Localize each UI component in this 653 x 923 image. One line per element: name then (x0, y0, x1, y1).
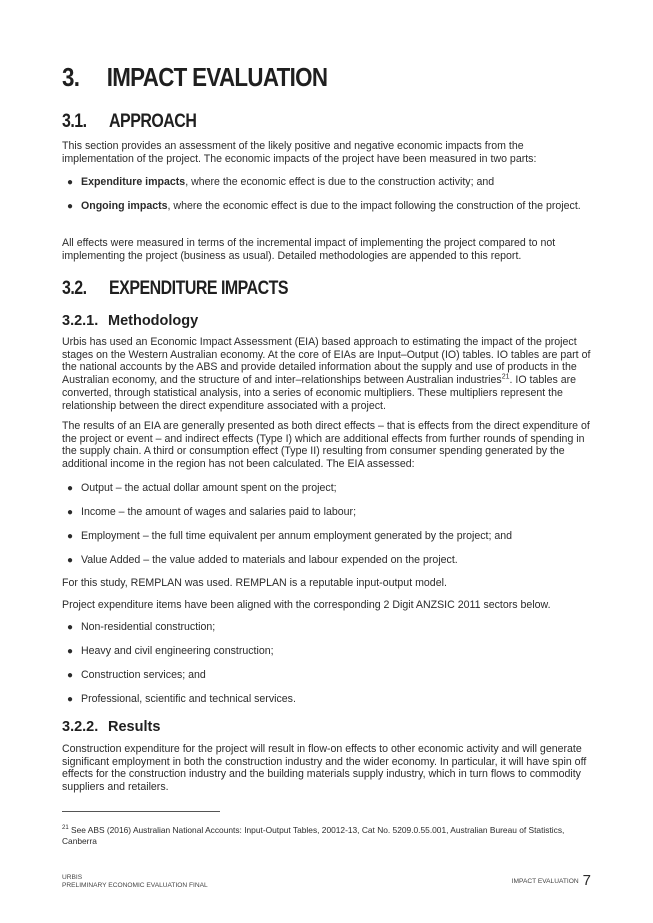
footer-doc-title: PRELIMINARY ECONOMIC EVALUATION FINAL (62, 882, 208, 890)
footnote-divider (62, 811, 220, 812)
methodology-paragraph-3: For this study, REMPLAN was used. REMPLAN is a reputable input-output model. (62, 577, 447, 589)
text-run: . IO tables are converted, through statistical analysis, into a series of economic multipliers. These multipliers represent the relationship between the direct expenditure associated with a project. (62, 374, 577, 412)
bullet-text: Construction services; and (81, 669, 206, 681)
list-item (62, 529, 592, 544)
bullet-text: Output – the actual dollar amount spent on the project; (81, 482, 337, 494)
bullet-icon: ● (67, 694, 74, 705)
footnote (62, 825, 597, 847)
bullet-text: Employment – the full time equivalent per annum employment generated by the project; and (81, 530, 513, 542)
bullet-icon: ● (67, 483, 74, 494)
approach-heading (62, 111, 196, 133)
results-number: 3.2.2. (62, 719, 99, 735)
bullet-bold: Expenditure impacts (81, 176, 186, 188)
list-item (62, 199, 592, 214)
list-item (62, 481, 592, 496)
text-run: Urbis has used an Economic Impact Assessment (EIA) based approach to estimating the impact of the project stages on the Western Australian economy. At the core of EIAs are Input–Output (IO) tables. IO tables are part of the national accounts by the ABS and provide detailed information about the supply and use of products in the Australian economy, and the structure of and inter–relationships between Australian industries (62, 336, 591, 387)
methodology-paragraph-1 (62, 336, 592, 412)
page-number: 7 (582, 872, 591, 889)
list-item (62, 668, 592, 683)
approach-intro: This section provides an assessment of the likely positive and negative economic impacts from the implementation of the project. The economic impacts of the project have been measured in two parts: (62, 140, 537, 165)
bullet-text: , where the economic effect is due to the impact following the construction of the project. (167, 200, 581, 212)
bullet-icon: ● (67, 201, 74, 212)
bullet-icon: ● (67, 177, 74, 188)
section-title: IMPACT EVALUATION (106, 62, 328, 92)
results-paragraph: Construction expenditure for the project will result in flow-on effects to other economic activity and will generate significant employment in both the construction industry and the wider economy. In particular, it will have spin off effects for the construction industry and the building materials supply industry, which in turn flows to commodity suppliers and retailers. (62, 743, 587, 794)
methodology-heading (62, 313, 198, 329)
list-item (62, 553, 592, 568)
footnote-number: 21 (62, 825, 69, 832)
results-heading (62, 719, 160, 735)
bullet-icon: ● (67, 507, 74, 518)
bullet-icon: ● (67, 555, 74, 566)
methodology-paragraph-2: The results of an EIA are generally presented as both direct effects – that is effects from the direct expenditure of the project or event – and indirect effects (Type I) which are additional effects from further rounds of spending in the supply chain. A third or consumption effect (Type II) resulting from consumer spending generated by the additional income in the region has not been calculated. The EIA assessed: (62, 420, 590, 471)
bullet-text: Non-residential construction; (81, 621, 216, 633)
bullet-icon: ● (67, 670, 74, 681)
expenditure-number: 3.2. (62, 278, 87, 299)
list-item (62, 692, 592, 707)
footer-org: URBIS (62, 874, 83, 881)
approach-number: 3.1. (62, 111, 87, 132)
methodology-number: 3.2.1. (62, 313, 99, 329)
list-item (62, 505, 592, 520)
footnote-ref[interactable]: 21 (501, 373, 510, 381)
bullet-icon: ● (67, 646, 74, 657)
expenditure-title: EXPENDITURE IMPACTS (109, 278, 289, 299)
footer-page-info (512, 872, 591, 889)
footer-document-info (62, 874, 208, 891)
bullet-icon: ● (67, 622, 74, 633)
bullet-bold: Ongoing impacts (81, 200, 168, 212)
methodology-paragraph-4: Project expenditure items have been aligned with the corresponding 2 Digit ANZSIC 2011 sectors below. (62, 599, 551, 611)
list-item (62, 644, 592, 659)
list-item (62, 620, 592, 635)
expenditure-heading (62, 278, 288, 300)
list-item (62, 175, 592, 190)
footnote-text: See ABS (2016) Australian National Accounts: Input-Output Tables, 20012-13, Cat No. 5209.0.55.001, Australian Bureau of Statistics, Canberra (62, 825, 565, 846)
bullet-icon: ● (67, 531, 74, 542)
methodology-title: Methodology (108, 313, 199, 329)
bullet-text: Income – the amount of wages and salaries paid to labour; (81, 506, 357, 518)
footer-section: IMPACT EVALUATION (511, 878, 579, 885)
bullet-text: Value Added – the value added to materials and labour expended on the project. (81, 554, 458, 566)
results-title: Results (108, 719, 161, 735)
approach-title: APPROACH (109, 111, 197, 132)
section-heading (62, 62, 327, 93)
bullet-text: Professional, scientific and technical services. (81, 693, 296, 705)
approach-outro: All effects were measured in terms of the incremental impact of implementing the project compared to not implementing the project (business as usual). Detailed methodologies are appended to this report. (62, 237, 556, 262)
section-number: 3. (62, 62, 80, 92)
bullet-text: Heavy and civil engineering construction; (81, 645, 274, 657)
bullet-text: , where the economic effect is due to the construction activity; and (185, 176, 495, 188)
